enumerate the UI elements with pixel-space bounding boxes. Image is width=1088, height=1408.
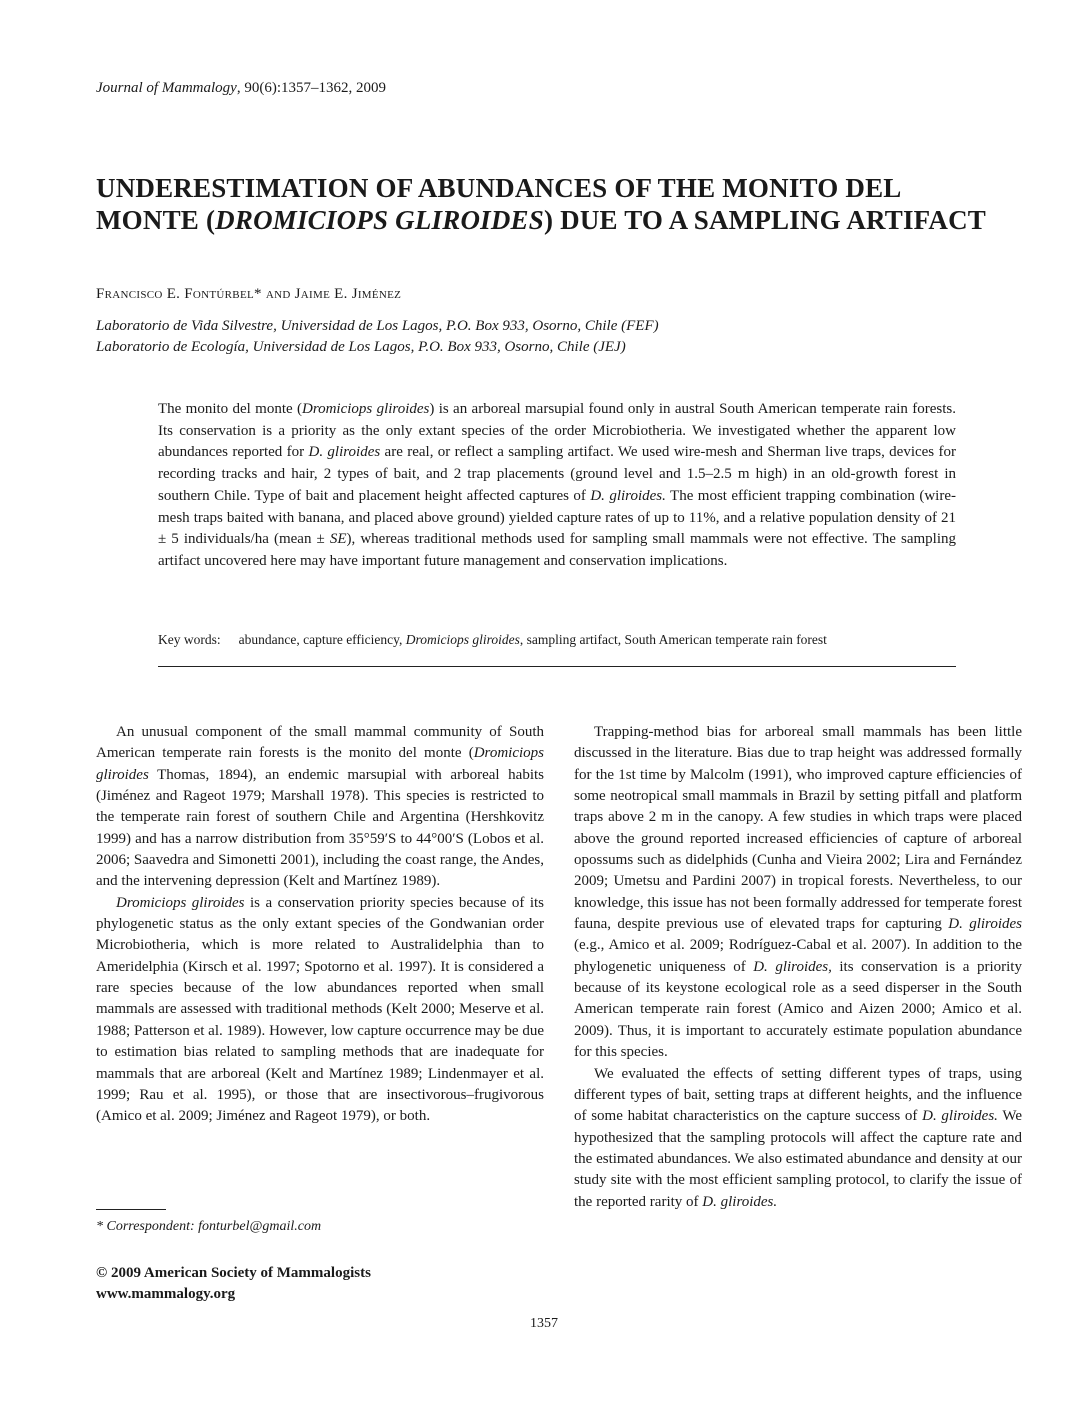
keyword-text: , sampling artifact, South American temperate rain forest [519,632,827,647]
species-name: D. gliroides, [753,958,832,975]
species-name: Dromiciops gliroides [116,894,245,911]
page-number: 1357 [530,1316,558,1331]
keywords-label: Key words: [158,632,221,647]
body-text: We evaluated the effects of setting different types of traps, using different types of bait, setting traps at different heights, and the influence of some habitat characteristics on the capture success of [574,1065,1022,1125]
abstract [158,399,956,573]
body-text: (e.g., Amico et al. 2009; Rodríguez-Cabal et al. 2007). In addition to the phylogenetic uniqueness of [574,937,1022,975]
body-column-left [96,722,544,1128]
author-1: Francisco E. Fontúrbel* [96,286,262,302]
body-text: Thomas, 1894), an endemic marsupial with arboreal habits (Jiménez and Rageot 1979; Marshall 1978). This species is restricted to the temperate rain forest of southern Chile and Argentina (Hershkovitz 1999) and has a narrow distribution from 35°59′S to 44°00′S (Lobos et al. 2006; Saavedra and Simonetti 2001), including the coast range, the Andes, and the intervening depression (Kelt and Martínez 1989). [96,766,544,890]
body-paragraph [574,722,1022,1064]
body-text: Trapping-method bias for arboreal small mammals has been little discussed in the literature. Bias due to trap height was addressed formally for the 1st time by Malcolm (1991), who improved capture efficiencies of some neotropical small mammals in Brazil by setting pitfall and platform traps above 2 m in the canopy. A few studies in which traps were placed above the ground reported increased efficiencies of capture of arboreal opossums such as didelphids (Cunha and Vieira 2002; Lira and Fernández 2009; Umetsu and Pardini 2007) in tropical forests. Nevertheless, to our knowledge, this issue has not been formally addressed for temperate forest fauna, despite previous use of elevated traps for capturing [574,724,1022,933]
abstract-text: The monito del monte ( [158,401,302,417]
author-list [96,286,401,303]
body-paragraph [96,722,544,893]
author-conjunction: and [261,286,295,302]
copyright-line: © 2009 American Society of Mammalogists [96,1265,371,1281]
article-title [96,172,996,236]
species-name: D. gliroides. [702,1193,778,1210]
species-name: D. gliroides. [590,487,666,504]
journal-name: Journal of Mammalogy [96,80,237,96]
body-text: is a conservation priority species because of its phylogenetic status as the only extant species of the Gondwanian order Microbiotheria, which is more related to Australidelphia than to Ameridelphia (Kirsch et al. 1997; Spotorno et al. 1997). It is considered a rare species because of the low abundances reported when small mammals are assessed with traditional methods (Kelt 2000; Meserve et al. 1988; Patterson et al. 1989). However, low capture occurrence may be due to estimation bias related to sampling methods that are inadequate for mammals that are arboreal (Kelt and Martínez 1989; Lindenmayer et al. 1999; Rau et al. 1995), or those that are insectivorous–frugivorous (Amico et al. 2009; Jiménez and Rageot 1979), or both. [96,894,545,1125]
title-part-1: UNDERESTIMATION OF ABUNDANCES OF THE MONITO DEL MONTE ( [96,173,901,235]
keywords [158,632,827,648]
keyword-text: abundance, capture efficiency, [238,632,406,647]
body-text: An unusual component of the small mammal community of South American temperate rain forests is the monito del monte ( [96,724,544,762]
abstract-text: The most efficient trapping combination (wire-mesh traps baited with banana, and placed above ground) yielded capture rates of up to 11%, and a relative population density of 21 ± 5 individuals/ha (mean ± [158,487,956,548]
affiliation-2: Laboratorio de Ecología, Universidad de Los Lagos, P.O. Box 933, Osorno, Chile (JEJ) [96,339,626,355]
affiliations [96,316,659,358]
society-url: www.mammalogy.org [96,1286,236,1302]
species-name: D. gliroides. [922,1108,998,1125]
body-paragraph [96,893,544,1128]
abstract-se: SE [329,531,347,548]
abstract-divider [158,666,956,667]
footnote-divider [96,1209,166,1210]
body-paragraph [574,1064,1022,1213]
body-text: its conservation is a priority because of its keystone ecological role as a seed disperser in the South American temperate rain forest (Amico and Aizen 2000; Amico et al. 2009). Thus, it is important to accurately estimate population abundance for this species. [574,958,1022,1061]
species-name: D. gliroides [948,916,1022,933]
species-name: D. gliroides [308,444,381,461]
body-column-right [574,722,1022,1213]
title-part-2: ) DUE TO A SAMPLING ARTIFACT [544,205,986,235]
journal-volume-pages: , 90(6):1357–1362, 2009 [236,80,386,96]
abstract-text: are real, or reflect a sampling artifact. We used wire-mesh and Sherman live traps, devices for recording tracks and hair, 2 types of bait, and 2 trap placements (ground level and 1.5–2.5 m high) in an old-growth forest in southern Chile. Type of bait and placement height affected captures of [158,444,956,504]
body-text: We hypothesized that the sampling protocols will affect the capture rate and the estimated abundances. We also estimated abundance and density at our study site with the most efficient sampling protocol, to clarify the issue of the reported rarity of [574,1108,1022,1210]
correspondent-footnote: * Correspondent: fonturbel@gmail.com [96,1219,322,1234]
abstract-text: ), whereas traditional methods used for sampling small mammals were not effective. The sampling artifact uncovered here may have important future management and conservation implications. [158,531,956,569]
author-2: Jaime E. Jiménez [294,286,402,302]
journal-citation [96,80,386,97]
keyword-species: Dromiciops gliroides [405,632,520,647]
abstract-text: ) is an arboreal marsupial found only in austral South American temperate rain forests. Its conservation is a priority as the only extant species of the order Microbiotheria. We investigated whether the apparent low abundances reported for [158,401,956,461]
species-name: Dromiciops gliroides [301,401,430,417]
affiliation-1: Laboratorio de Vida Silvestre, Universidad de Los Lagos, P.O. Box 933, Osorno, Chile (FEF) [96,318,659,334]
species-name: Dromiciops gliroides [96,745,544,783]
title-species: DROMICIOPS GLIROIDES [215,205,544,235]
copyright-block [96,1263,371,1305]
